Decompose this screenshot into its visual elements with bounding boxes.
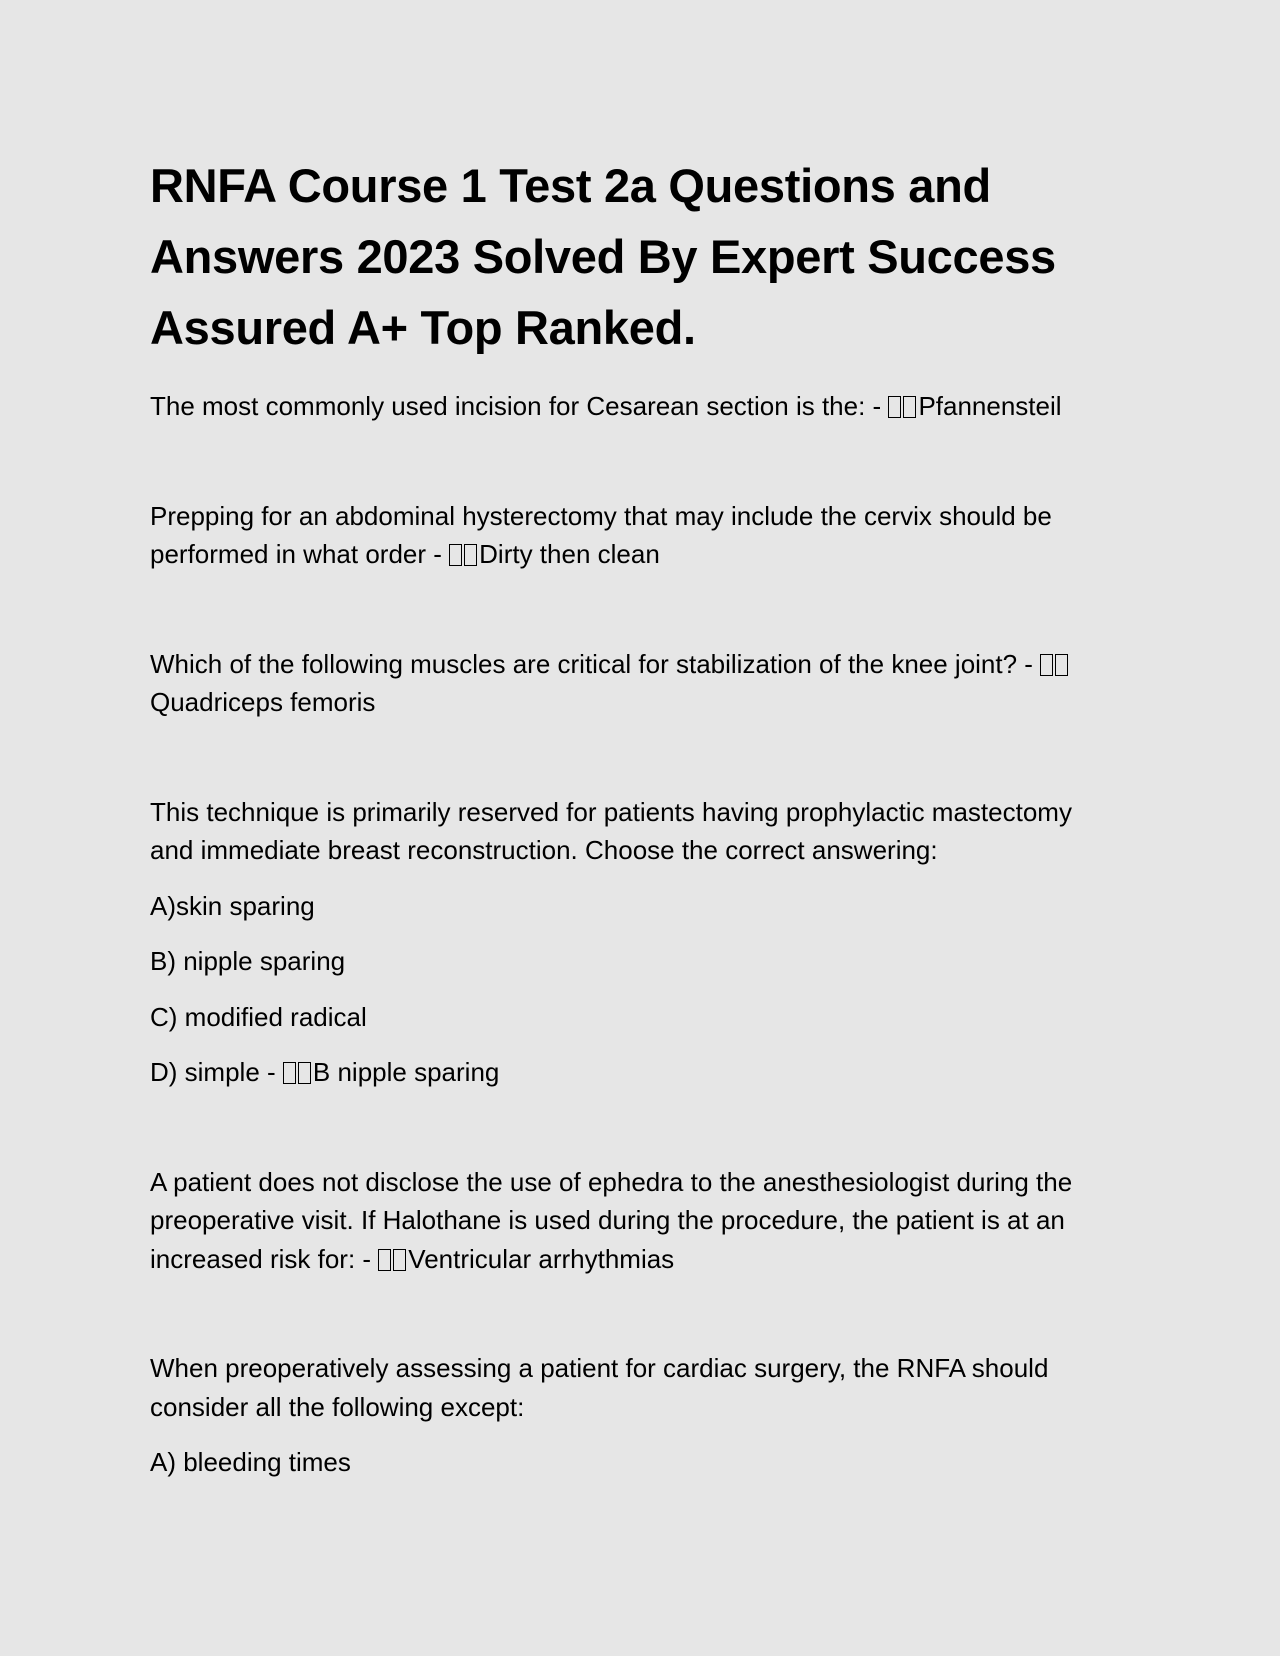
question-6-text: When preoperatively assessing a patient for cardiac surgery, the RNFA should consider all the following except: xyxy=(150,1353,1049,1422)
question-3-answer: Quadriceps femoris xyxy=(150,687,376,717)
missing-glyph-icon xyxy=(449,544,462,566)
question-4-option-c: C) modified radical xyxy=(150,1001,367,1032)
question-2 xyxy=(150,497,1110,574)
missing-glyph-icon xyxy=(464,544,477,566)
question-3-text: Which of the following muscles are critical for stabilization of the knee joint? - xyxy=(150,648,1041,679)
document-title: RNFA Course 1 Test 2a Questions and Answers 2023 Solved By Expert Success Assured A+ Top Ranked. xyxy=(150,159,1056,354)
missing-glyph-icon xyxy=(1040,654,1053,676)
question-4-option-d-text: D) simple - xyxy=(150,1057,283,1087)
question-4-option-a: A)skin sparing xyxy=(150,890,315,921)
missing-glyph-icon xyxy=(393,1249,406,1271)
question-1 xyxy=(150,387,1110,426)
question-3 xyxy=(150,645,1110,722)
question-1-text: The most commonly used incision for Cesarean section is the: - xyxy=(150,391,889,421)
question-2-answer: Dirty then clean xyxy=(479,539,660,569)
question-5-text: A patient does not disclose the use of ephedra to the anesthesiologist during the preoperative visit. If Halothane is used during the procedure, the patient is at an increased risk for: - xyxy=(150,1166,1073,1274)
document-page xyxy=(150,150,1110,1482)
question-2-text: Prepping for an abdominal hysterectomy that may include the cervix should be performed in what order - xyxy=(150,500,1052,569)
question-4-option-d xyxy=(150,1053,1110,1092)
missing-glyph-icon xyxy=(378,1249,391,1271)
missing-glyph-icon xyxy=(888,396,901,418)
question-4-answer: B nipple sparing xyxy=(312,1057,500,1087)
question-5 xyxy=(150,1163,1110,1279)
question-4-text: This technique is primarily reserved for patients having prophylactic mastectomy and immediate breast reconstruction. Choose the correct answering: xyxy=(150,796,1072,865)
question-5-answer: Ventricular arrhythmias xyxy=(408,1243,675,1274)
question-1-answer: Pfannensteil xyxy=(918,391,1062,421)
question-4-option-b: B) nipple sparing xyxy=(150,946,346,976)
missing-glyph-icon xyxy=(283,1062,296,1084)
missing-glyph-icon xyxy=(903,396,916,418)
question-6-option-a: A) bleeding times xyxy=(150,1447,351,1477)
missing-glyph-icon xyxy=(298,1062,311,1084)
missing-glyph-icon xyxy=(1055,654,1068,676)
